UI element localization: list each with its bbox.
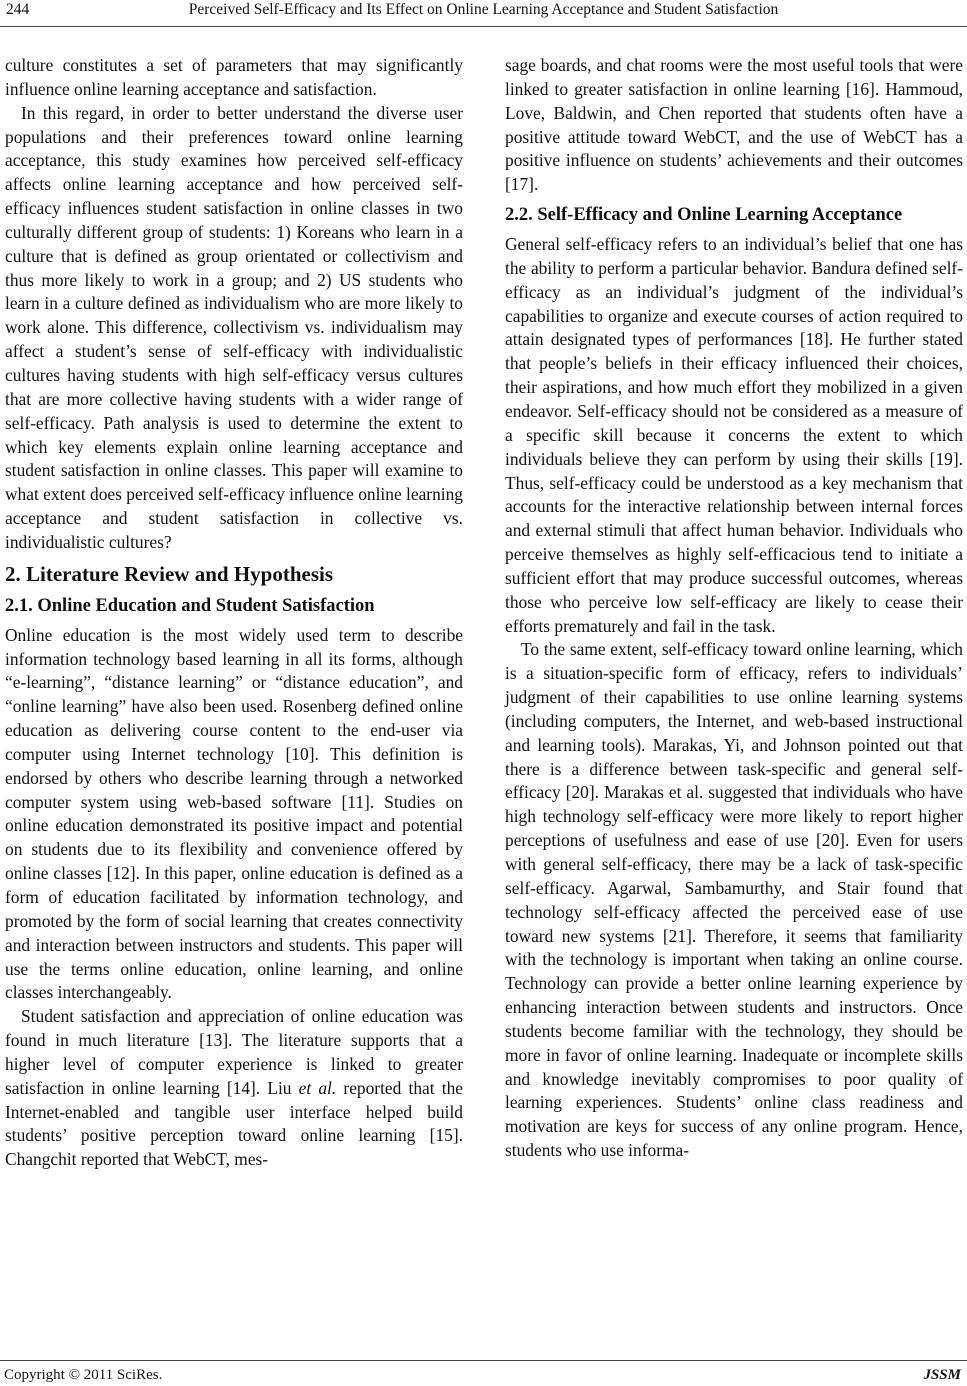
subsection-heading: 2.2. Self-Efficacy and Online Learning Acceptance xyxy=(505,205,903,226)
page-footer xyxy=(0,1360,967,1385)
italic-text: et al. xyxy=(298,1077,337,1098)
right-column xyxy=(505,54,963,1163)
paragraph: General self-efficacy refers to an individual’s belief that one has the ability to perform a particular behavior. Bandura defined self-efficacy as an individual’s judgment of the individual’s capabilities to organize and execute courses of action required to attain designated types of performances [18]. He further stated that people’s beliefs in their efficacy influenced their choices, their aspirations, and how much effort they mobilized in a given endeavor. Self-efficacy should not be considered as a measure of a specific skill because it concerns the extent to which individuals believe they can perform by using their skills [19]. Thus, self-efficacy could be understood as a key mechanism that accounts for the interactive relationship between internal forces and external stimuli that affect human behavior. Individuals who perceive themselves as highly self-efficacious tend to initiate a sufficient effort that may produce successful outcomes, whereas those who perceive low self-efficacy are likely to cease their efforts prematurely and fail in the task. xyxy=(505,234,963,636)
paragraph: In this regard, in order to better understand the diverse user populations and their preferences toward online learning acceptance, this study examines how perceived self-efficacy affects online learning acceptance and how perceived self-efficacy influences student satisfaction in online classes in two culturally different group of students: 1) Koreans who learn in a culture that is defined as group orientated or collectivism and thus more likely to work in a group; and 2) US students who learn in a culture defined as individualism who are more likely to work alone. This difference, collectivism vs. individualism may affect a student’s sense of self-efficacy with individualistic cultures having students with high self-efficacy versus cultures that are more collective having students with a wider range of self-efficacy. Path analysis is used to determine the extent to which key elements explain online learning acceptance and student satisfaction in online classes. This paper will examine to what extent does perceived self-efficacy influence online learning acceptance and student satisfaction in collective vs. individualistic cultures? xyxy=(5,102,463,552)
paragraph-text: Student satisfaction and appreciation of online education was found in much literature [13]. The literature supports that a higher level of computer experience is linked to greater satisfaction in online learning [14]. Liu xyxy=(5,1006,463,1098)
running-title: Perceived Self-Efficacy and Its Effect on Online Learning Acceptance and Student Satisfaction xyxy=(188,1,779,18)
subsection-heading: 2.1. Online Education and Student Satisfaction xyxy=(5,595,375,616)
paragraph: Online education is the most widely used term to describe information technology based learning in all its forms, although “e-learning”, “distance learning” or “distance education”, and “online learning” have also been used. Rosenberg defined online education as delivering course content to the end-user via computer using Internet technology [10]. This definition is endorsed by others who describe learning through a networked computer system using web-based software [11]. Studies on online education demonstrated its positive impact and potential on students due to its flexibility and convenience offered by online classes [12]. In this paper, online education is defined as a form of education facilitated by information technology, and promoted by the form of social learning that creates connectivity and interaction between instructors and students. This paper will use the terms online education, online learning, and online classes interchangeably. xyxy=(5,624,463,1003)
paragraph: sage boards, and chat rooms were the most useful tools that were linked to greater satisfaction in online learning [16]. Hammoud, Love, Baldwin, and Chen reported that students often have a positive attitude toward WebCT, and the use of WebCT has a positive influence on students’ achievements and their outcomes [17]. xyxy=(505,55,963,195)
paragraph: To the same extent, self-efficacy toward online learning, which is a situation-specific form of efficacy, refers to individuals’ judgment of their capabilities to use online learning systems (including computers, the Internet, and web-based instructional and learning tools). Marakas, Yi, and Johnson pointed out that there is a difference between task-specific and general self-efficacy [20]. Marakas et al. suggested that individuals who have high technology self-efficacy were more likely to report higher perceptions of usefulness and ease of use [20]. Even for users with general self-efficacy, there may be a lack of task-specific self-efficacy. Agarwal, Sambamurthy, and Stair found that technology self-efficacy affected the perceived ease of use toward new systems [21]. Therefore, it seems that familiarity with the technology is important when taking an online course. Technology can provide a better online learning experience by enhancing interaction between students and instructors. Once students become familiar with the technology, they should be more in favor of online learning. Inadequate or incomplete skills and knowledge inevitably compromises to poor quality of learning experiences. Students’ online class readiness and motivation are keys for success of any online program. Hence, students who use informa- xyxy=(505,639,963,1161)
left-column xyxy=(5,54,463,1172)
copyright-notice: Copyright © 2011 SciRes. xyxy=(4,1367,163,1383)
section-heading: 2. Literature Review and Hypothesis xyxy=(5,561,334,586)
page-number: 244 xyxy=(6,1,30,18)
running-header xyxy=(0,0,967,27)
paragraph: culture constitutes a set of parameters that may significantly influence online learning acceptance and satisfaction. xyxy=(5,55,463,99)
journal-abbreviation: JSSM xyxy=(923,1367,961,1383)
paragraph xyxy=(5,1005,463,1172)
paragraph-text: reported that the Internet-enabled and tangible user interface helped build students’ positive perception toward online learning [15]. Changchit reported that WebCT, mes- xyxy=(5,1077,463,1170)
